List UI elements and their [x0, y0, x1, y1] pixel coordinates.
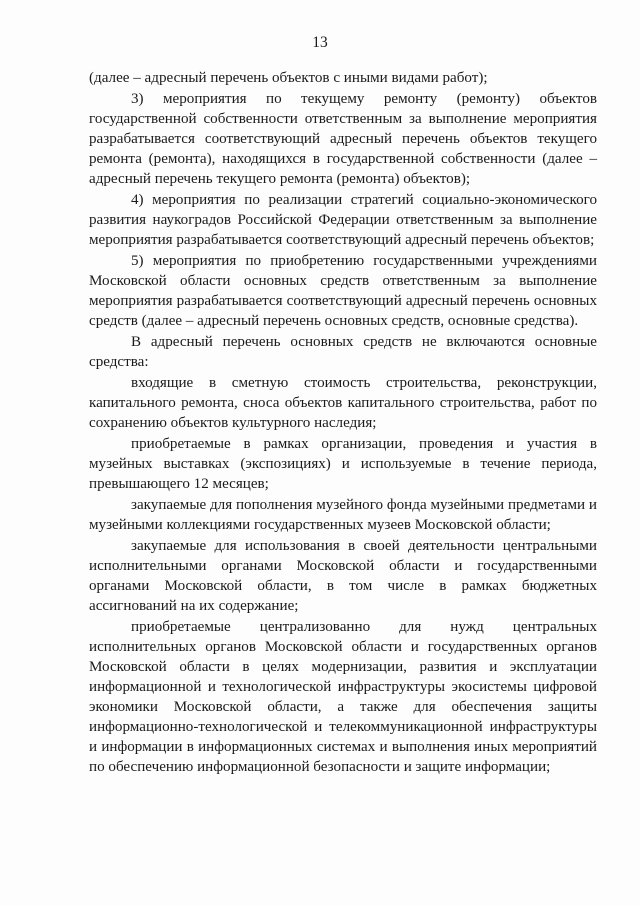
paragraph-exclusion-it-infrastructure: приобретаемые централизованно для нужд центральных исполнительных органов Московской области и государственных органов Московской области в целях модернизации, развития и эксплуатации информационной и технологической инфраструктуры экосистемы цифровой экономики Московской области, а также для обеспечения защиты информационно-технологической и телекоммуникационной инфраструктуры и информации в информационных системах и выполнения иных мероприятий по обеспечению информационной безопасности и защите информации; — [89, 619, 597, 775]
paragraph-exclusion-construction: входящие в сметную стоимость строительства, реконструкции, капитального ремонта, сноса объектов капитального строительства, работ по сохранению объектов культурного наследия; — [89, 375, 597, 431]
paragraph-item-4: 4) мероприятия по реализации стратегий социально-экономического развития наукоградов Российской Федерации ответственным за выполнение мероприятия разрабатывается соответствующий адресный перечень объектов; — [89, 192, 597, 248]
paragraph-item-3: 3) мероприятия по текущему ремонту (ремонту) объектов государственной собственности ответственным за выполнение мероприятия разрабатывается соответствующий адресный перечень объектов текущего ремонта (ремонта), находящихся в государственной собственности (далее – адресный перечень текущего ремонта (ремонта) объектов); — [89, 91, 597, 187]
paragraph-item-5: 5) мероприятия по приобретению государственными учреждениями Московской области основных средств ответственным за выполнение мероприятия разрабатывается соответствующий адресный перечень основных средств (далее – адресный перечень основных средств, основные средства). — [89, 253, 597, 329]
paragraph-continuation: (далее – адресный перечень объектов с иными видами работ); — [89, 70, 488, 86]
page-number: 13 — [312, 34, 328, 51]
paragraph-exclusions-intro: В адресный перечень основных средств не включаются основные средства: — [89, 334, 597, 370]
paragraph-exclusion-museum-fund: закупаемые для пополнения музейного фонда музейными предметами и музейными коллекциями государственных музеев Московской области; — [89, 497, 597, 533]
paragraph-exclusion-exhibitions: приобретаемые в рамках организации, проведения и участия в музейных выставках (экспозициях) и используемые в течение периода, превышающего 12 месяцев; — [89, 436, 597, 492]
body-text — [89, 68, 597, 778]
paragraph-exclusion-executive-bodies: закупаемые для использования в своей деятельности центральными исполнительными органами Московской области и государственными органами Московской области, в том числе в рамках бюджетных ассигнований на их содержание; — [89, 538, 597, 614]
